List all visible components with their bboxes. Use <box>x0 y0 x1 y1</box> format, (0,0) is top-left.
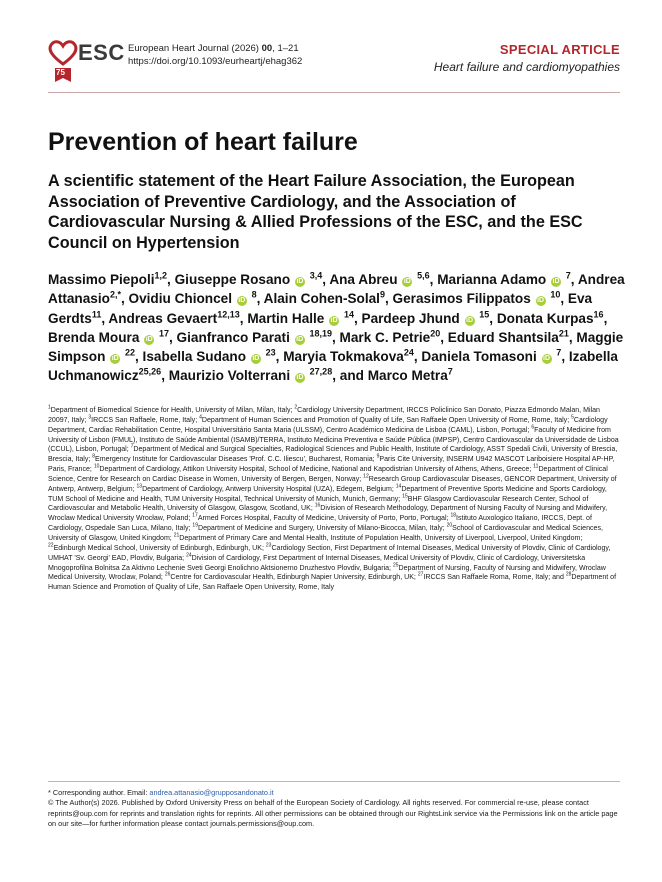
author-separator: , <box>353 310 362 326</box>
affiliation-number: 21 <box>173 532 180 539</box>
author-list <box>48 270 626 386</box>
affiliation-text: Department of Medicine and Surgery, University of Milano-Bicocca, Milan, Italy; <box>197 525 447 533</box>
author-affiliation-ref: 7 <box>565 270 571 281</box>
author-separator: , <box>256 291 264 307</box>
affiliation-number: 27 <box>417 572 424 578</box>
affiliation-number: 20 <box>446 522 453 529</box>
affiliation-number: 12 <box>363 473 369 480</box>
orcid-icon[interactable]: iD <box>466 316 473 324</box>
author-separator: , <box>120 291 129 307</box>
author-affiliation-ref: 11 <box>91 309 102 320</box>
affiliation-number: 22 <box>48 542 54 549</box>
author <box>169 368 332 383</box>
author-affiliation-ref: 17 <box>158 328 169 339</box>
affiliation-text: Division of Research Methodology, Department of Nursing Faculty of Nursing and Midwifery, Wroclaw Medical University Wrocław, Poland; <box>48 505 608 523</box>
author-name: Maryia Tokmakova <box>283 349 404 365</box>
affiliation-number: 25 <box>392 562 399 569</box>
author-affiliation-ref: 7 <box>447 366 453 377</box>
author-separator: , <box>322 272 330 287</box>
affiliation-number: 5 <box>571 414 574 421</box>
affiliation-number: 7 <box>130 444 134 451</box>
author-separator: , <box>239 310 248 326</box>
author-affiliation-ref: 12,13 <box>217 309 240 320</box>
orcid-icon[interactable]: iD <box>552 278 560 285</box>
author-affiliation-ref: 14 <box>343 309 354 320</box>
author-separator: , <box>429 272 438 287</box>
author-name: Gianfranco Parati <box>176 329 290 345</box>
affiliation-text: Research Group Cardiovascular Diseases, GENCOR Department, University of Antwerp, Antwerp, Belgium; <box>48 475 617 493</box>
journal-citation <box>128 42 302 68</box>
author-affiliation-ref: 27,28 <box>309 366 333 377</box>
affiliation-number: 10 <box>93 463 100 470</box>
author-affiliation-ref: 5,6 <box>417 270 430 281</box>
affiliations <box>48 406 620 593</box>
affiliation-text: Centre for Cardiovascular Health, Edinburgh Napier University, Edinburgh, UK; <box>170 574 418 582</box>
article-subtitle: A scientific statement of the Heart Failure Association, the European Association of Preventive Cardiology, and the Association of Cardiovascular Nursing & Allied Professions of the ESC, and the ESC Council on Hypertension <box>48 172 583 252</box>
author-separator: , <box>568 329 577 345</box>
author-separator: , <box>384 291 393 307</box>
affiliation-text: Faculty of Medicine from University of Lisbon (FMUL), Instituto de Saúde Ambiental (ISAMB)/TERRA, Instituto Medicina Preventiva e Saúde Pública (IMPSP), Centro Cardiovascular da Universidade de Lisboa (CCUL), Lisbon, Portugal; <box>48 426 619 454</box>
author-name: Martin Halle <box>247 310 325 326</box>
author-affiliation-ref: 2,* <box>109 289 121 300</box>
author-name: Ana Abreu <box>329 272 398 287</box>
author-affiliation-ref: 21 <box>558 328 569 339</box>
author-separator: , <box>570 272 578 287</box>
author-name: Eduard Shantsila <box>447 329 559 345</box>
heart-logo-icon <box>48 38 78 84</box>
author <box>368 368 453 383</box>
author <box>340 330 441 345</box>
orcid-icon[interactable]: iD <box>296 278 304 285</box>
author-affiliation-ref: 1,2 <box>154 270 168 281</box>
author <box>497 311 604 326</box>
footer-notes <box>48 788 622 829</box>
author-affiliation-ref: 9 <box>379 289 385 300</box>
orcid-icon[interactable]: iD <box>330 316 338 324</box>
footer-divider <box>48 781 620 782</box>
author-separator: , <box>167 272 175 287</box>
orcid-icon[interactable]: iD <box>252 355 260 363</box>
affiliation-text: Emergency Institute for Cardiovascular Diseases 'Prof. C.C. Iliescu', Bucharest, Romania; <box>95 456 377 464</box>
affiliation-number: 13 <box>136 483 143 490</box>
affiliation-text: Department of Clinical Science, Centre for Research on Cardiac Disease in Women, University of Bergen, Bergen, Norway; <box>48 466 608 483</box>
author-separator: , <box>603 310 608 326</box>
affiliation-text: Edinburgh Medical School, University of Edinburgh, Edinburgh, UK; <box>53 544 266 552</box>
journal-pages: , 1–21 <box>272 43 299 54</box>
affiliation-text: BHF Glasgow Cardiovascular Research Center, School of Cardiovascular and Metabolic Health, University of Glasgow, Glasgow, Scotland, UK; <box>48 495 589 513</box>
author-affiliation-ref: 15 <box>479 309 490 320</box>
author-name: Marco Metra <box>367 368 448 384</box>
affiliation-text: IRCCS San Raffaele Roma, Rome, Italy; and <box>423 574 566 582</box>
author <box>108 311 239 326</box>
orcid-icon[interactable]: iD <box>543 355 551 363</box>
affiliation-number: 14 <box>395 483 402 490</box>
corresponding-author <box>48 788 622 798</box>
article-section: Heart failure and cardiomyopathies <box>433 60 620 74</box>
author <box>283 349 414 364</box>
header-divider <box>48 92 620 93</box>
affiliation-text: Division of Cardiology, First Department of Internal Diseases, Medical University of Plovdiv, Clinic of Cardiology, Universitetska Mnogoprofilna Bolnitsa Za Aktivno Lechenie Sveti Georgi Enolichno Aktsionerno Druzhestvo Plovdiv, Bulgaria; <box>48 554 586 572</box>
author-separator: , <box>413 349 422 365</box>
orcid-icon[interactable]: iD <box>111 355 119 363</box>
copyright-notice: © The Author(s) 2026. Published by Oxford University Press on behalf of the European Society of Cardiology. All rights reserved. For commercial re-use, please contact reprints@oup.com for reprints and translation rights for reprints. All other permissions can be obtained through our RightsLink service via the Permissions link on the article page on our site—for further information please contact journals.permissions@oup.com. <box>48 798 618 828</box>
author <box>264 291 385 306</box>
orcid-icon[interactable]: iD <box>145 335 153 343</box>
affiliation-text: Armed Forces Hospital, Faculty of Medicine, University of Porto, Porto, Portugal; <box>197 515 451 523</box>
author-separator: , <box>560 291 568 307</box>
author-name: Giuseppe Rosano <box>174 272 291 287</box>
journal-volume: 00 <box>261 43 273 54</box>
author <box>48 330 169 345</box>
author-name: Pardeep Jhund <box>361 310 460 326</box>
author <box>175 272 323 287</box>
author-separator: , <box>331 329 340 345</box>
author-separator: , <box>134 349 143 365</box>
author <box>247 311 354 326</box>
affiliation-text: Department of Preventive Sports Medicine and Sports Cardiology, TUM School of Medicine and Health, TUM University Hospital, Technical University of Munich, Munich, Germany; <box>48 485 607 503</box>
author <box>329 272 429 287</box>
author-affiliation-ref: 3,4 <box>309 270 323 281</box>
author-name: Mark C. Petrie <box>339 329 431 345</box>
author-separator: , and <box>332 368 368 384</box>
author-affiliation-ref: 24 <box>403 347 414 358</box>
author-affiliation-ref: 22 <box>124 347 135 358</box>
author-name: Andreas Gevaert <box>108 310 218 326</box>
affiliation-number: 3 <box>88 414 92 421</box>
author-name: Andrea Attanasio <box>48 272 625 307</box>
author-affiliation-ref: 18,19 <box>309 328 332 339</box>
affiliation-text: Cardiology Department, Cardiac Rehabilitation Centre, Hospital Universitário Santa Maria (ULSSM), Centro Académico Medicina de Lisboa (CAML), Lisbon, Portugal; <box>48 416 608 434</box>
article-type: SPECIAL ARTICLE <box>499 42 620 57</box>
author-affiliation-ref: 8 <box>251 289 257 300</box>
affiliation-text: Department of Medical and Surgical Specialties, Radiological Sciences and Public Health, Institute of Cardiology, ASST Spedali Civili, University of Brescia, Brescia, Italy; <box>48 446 618 464</box>
affiliation-number: 16 <box>314 503 321 510</box>
author-name: Brenda Moura <box>48 329 140 345</box>
author-name: Ovidiu Chioncel <box>128 291 232 307</box>
author-name: Donata Kurpas <box>496 310 594 326</box>
affiliation-text: Department of Cardiology, Antwerp University Hospital (UZA), Edegem, Belgium; <box>142 485 396 493</box>
author <box>421 349 561 364</box>
affiliation-text: Istituto Auxologico Italiano, IRCCS, Dept. of Cardiology, Ospedale San Luca, Milano, Italy; <box>48 515 592 533</box>
author-name: Maurizio Volterrani <box>168 368 291 384</box>
affiliation-text: Department of Human Sciences and Promotion of Quality of Life, San Raffaele Open University of Rome, Rome, Italy; <box>201 416 572 424</box>
author-separator: , <box>489 310 497 326</box>
affiliation-number: 24 <box>186 552 192 559</box>
author-name: Daniela Tomasoni <box>421 349 537 365</box>
affiliation-number: 2 <box>294 404 298 411</box>
article-title: Prevention of heart failure <box>48 128 358 156</box>
journal-name: European Heart Journal (2026) <box>128 43 262 54</box>
affiliation-number: 4 <box>199 414 202 421</box>
author-name: Izabella Uchmanowicz <box>48 349 618 384</box>
author-separator: , <box>101 310 109 326</box>
affiliation-number: 9 <box>376 453 380 460</box>
author-separator: , <box>168 329 177 345</box>
affiliation-number: 26 <box>164 572 171 578</box>
author-affiliation-ref: 10 <box>550 289 561 300</box>
affiliation-text: Paris Cite University, INSERM U942 MASCOT Lariboisiere Hospital AP-HP, Paris, France; <box>48 456 615 474</box>
affiliation-number: 6 <box>531 424 535 431</box>
affiliation-text: School of Cardiovascular and Medical Sciences, University of Glasgow, United Kingdom; <box>48 525 603 542</box>
author-separator: , <box>440 329 448 345</box>
affiliation-text: Cardiology University Department, IRCCS Policlinico San Donato, Piazza Edmondo Malan, Milan 20097, Italy; <box>48 407 600 424</box>
corresponding-email-link[interactable]: andrea.attanasio@grupposandonato.it <box>149 788 274 797</box>
orcid-icon[interactable]: iD <box>238 297 246 305</box>
author-affiliation-ref: 16 <box>593 309 604 320</box>
author <box>393 291 561 306</box>
article-type-block <box>434 42 620 74</box>
author-name: Gerasimos Filippatos <box>392 291 531 307</box>
author-name: Maggie Simpson <box>48 329 624 365</box>
affiliation-number: 15 <box>402 493 408 500</box>
author <box>129 291 257 306</box>
affiliation-number: 23 <box>265 542 272 549</box>
affiliation-number: 28 <box>565 572 572 578</box>
affiliation-text: Department of Nursing, Faculty of Nursing and Midwifery, Wroclaw Medical University, Wroclaw, Poland; <box>48 564 606 582</box>
author-affiliation-ref: 7 <box>556 347 562 358</box>
author-separator: , <box>275 349 284 365</box>
corresponding-label: * Corresponding author. Email: <box>48 788 150 797</box>
affiliation-text: Department of Biomedical Science for Health, University of Milan, Milan, Italy; <box>50 407 295 414</box>
affiliation-number: 11 <box>533 463 539 470</box>
affiliation-number: 18 <box>450 512 456 519</box>
orcid-icon[interactable]: iD <box>403 278 411 285</box>
logo-badge: 75 <box>56 68 65 77</box>
affiliation-text: Cardiology Section, First Department of Internal Diseases, Medical University of Plovdiv, Clinic of Cardiology, UMHAT 'Sv. Georgi' EAD, Plovdiv, Bulgaria; <box>48 544 611 562</box>
affiliation-number: 1 <box>48 404 51 411</box>
author <box>177 330 332 345</box>
author <box>143 349 276 364</box>
doi-link[interactable]: https://doi.org/10.1093/eurheartj/ehag362 <box>128 56 303 67</box>
author-separator: , <box>561 349 569 365</box>
author-affiliation-ref: 23 <box>265 347 276 358</box>
author-affiliation-ref: 25,26 <box>138 366 162 377</box>
author-affiliation-ref: 20 <box>430 328 441 339</box>
author <box>437 272 571 287</box>
author-name: Eva Gerdts <box>48 291 593 326</box>
orcid-icon[interactable]: iD <box>296 335 304 343</box>
author-name: Massimo Piepoli <box>48 272 155 287</box>
author-name: Alain Cohen-Solal <box>263 291 380 307</box>
author-separator: , <box>161 368 169 384</box>
orcid-icon[interactable]: iD <box>296 374 304 382</box>
author <box>448 330 569 345</box>
author-name: Isabella Sudano <box>142 349 247 365</box>
affiliation-number: 17 <box>192 512 198 519</box>
affiliation-text: Department of Human Science and Promotion of Quality of Life, San Raffaele Open University, Rome, Italy <box>48 574 617 592</box>
logo-text: ESC <box>78 40 125 65</box>
affiliation-text: IRCCS San Raffaele, Rome, Italy; <box>91 416 200 424</box>
affiliation-text: Department of Primary Care and Mental Health, Institute of Population Health, University of Liverpool, Liverpool, United Kingdom; <box>179 534 583 542</box>
orcid-icon[interactable]: iD <box>537 297 545 305</box>
author-name: Marianna Adamo <box>437 272 547 287</box>
affiliation-number: 8 <box>92 453 96 460</box>
author <box>362 311 490 326</box>
affiliation-text: Department of Cardiology, Attikon University Hospital, School of Medicine, National and Kapodistrian University of Athens, Athens, Greece; <box>99 466 534 474</box>
author <box>48 272 167 287</box>
affiliation-number: 19 <box>192 522 198 529</box>
